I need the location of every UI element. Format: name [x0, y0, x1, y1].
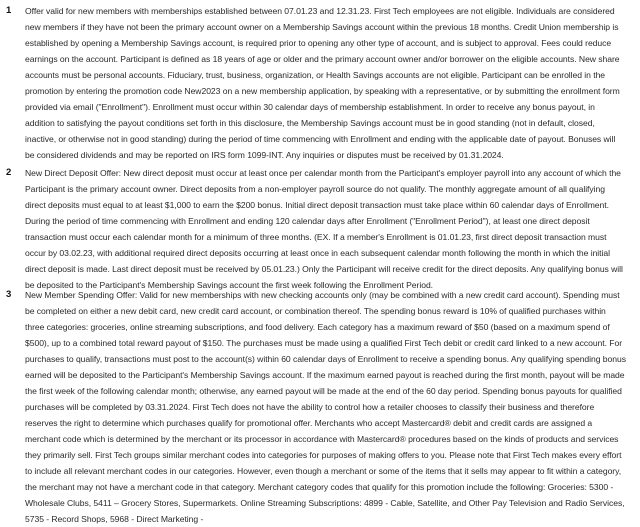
footnote-number: 1 [6, 5, 12, 16]
footnote-text: New Direct Deposit Offer: New direct deposit must occur at least once per calendar month from the Participant's employer payroll into any account of which the Participant is the primary account owner. Direct deposits from a non-employer payroll source do not qualify. The monthly aggregate amount of all qualifying direct deposits must equal to at least $1,000 to earn the $200 bonus. Initial direct deposit transaction must take place within 60 calendar days of Enrollment. During the period of time commencing with Enrollment and ending 120 calendar days after Enrollment ("Enrollment Period"), at least one direct deposit transaction must occur each calendar month for a minimum of three months. (EX. If a member's Enrollment is 01.01.23, first direct deposit transaction must occur by 03.02.23, with additional required direct deposits occurring at least once in each subsequent calendar month following the month in which the initial direct deposit is made. Last direct deposit must be received by 05.01.23.) Only the Participant will receive credit for the direct deposits. Any qualifying bonus will be deposited to the Participant's Membership Savings account the first week following the Enrollment Period. [25, 168, 623, 290]
footnote-number: 3 [6, 289, 12, 300]
footnote-text: Offer valid for new members with memberships established between 07.01.23 and 12.31.23. First Tech employees are not eligible. Individuals are considered new members if they have not been the primary account owner on a Membership Savings account within the previous 18 months. Credit Union membership is established by opening a Membership Savings account, is required prior to opening any other type of account, and is subject to approval. Fees could reduce earnings on the account. Participant is defined as 18 years of age or older and the primary account owner and/or borrower on the eligible accounts. New share accounts must be personal accounts. Fiduciary, trust, business, organization, or Health Savings accounts are not eligible. Participant can be enrolled in the promotion by entering the promotion code New2023 on a new membership application, by speaking with a representative, or by submitting the enrollment form provided via email ("Enrollment"). Enrollment must occur within 30 calendar days of membership establishment. In order to receive any bonus payout, in addition to satisfying the payout conditions set forth in this disclosure, the Membership Savings account must be in good standing (not in default, closed, inactive, or otherwise not in good standing) during the period of time commencing with Enrollment and ending with the applicable date of payout. Bonuses will be considered dividends and may be reported on IRS form 1099-INT. Any inquiries or disputes must be received by 01.31.2024. [25, 6, 620, 160]
footnote-number: 2 [6, 167, 12, 178]
footnote-text: New Member Spending Offer: Valid for new memberships with new checking accounts only (may be combined with a new credit card account). Spending must be completed on either a new debit card, new credit card account, or combination thereof. The spending bonus reward is 10% of qualified purchases within three categories: groceries, online streaming subscriptions, and food delivery. Each category has a maximum reward of $50 (based on a maximum spend of $500), up to a combined total reward payout of $150. The purchases must be made using a qualified First Tech debit or credit card linked to a new account. For purchases to qualify, transactions must post to the account(s) within 60 calendar days of Enrollment to receive a spending bonus. Any qualifying spending bonus earned will be deposited to the Participant's Membership Savings account. If the maximum earned payout is reached during the first month, payout will be made the first week of the following calendar month; otherwise, any earned payout will be made at the end of the 60 day period. Spending bonus payouts for qualified purchases will be completed by 03.31.2024. First Tech does not have the ability to control how a retailer chooses to classify their business and therefore reserves the right to determine which purchases qualify for promotional offer. Merchants who accept Mastercard® debit and credit cards are assigned a merchant code which is determined by the merchant or its processor in accordance with Mastercard® procedures based on the kinds of products and services they primarily sell. First Tech groups similar merchant codes into categories for purposes of making offers to you. Please note that First Tech makes every effort to include all relevant merchant codes in our categories. However, even though a merchant or some of the items that it sells may appear to fit within a category, the merchant may not have a merchant code in that category. Merchant category codes that qualify for this promotion include the following: Groceries: 5300 - Wholesale Clubs, 5411 – Grocery Stores, Supermarkets. Online Streaming Subscriptions: 4899 - Cable, Satellite, and Other Pay Television and Radio Services, 5735 - Record Shops, 5968 - Direct Marketing - [25, 290, 626, 524]
